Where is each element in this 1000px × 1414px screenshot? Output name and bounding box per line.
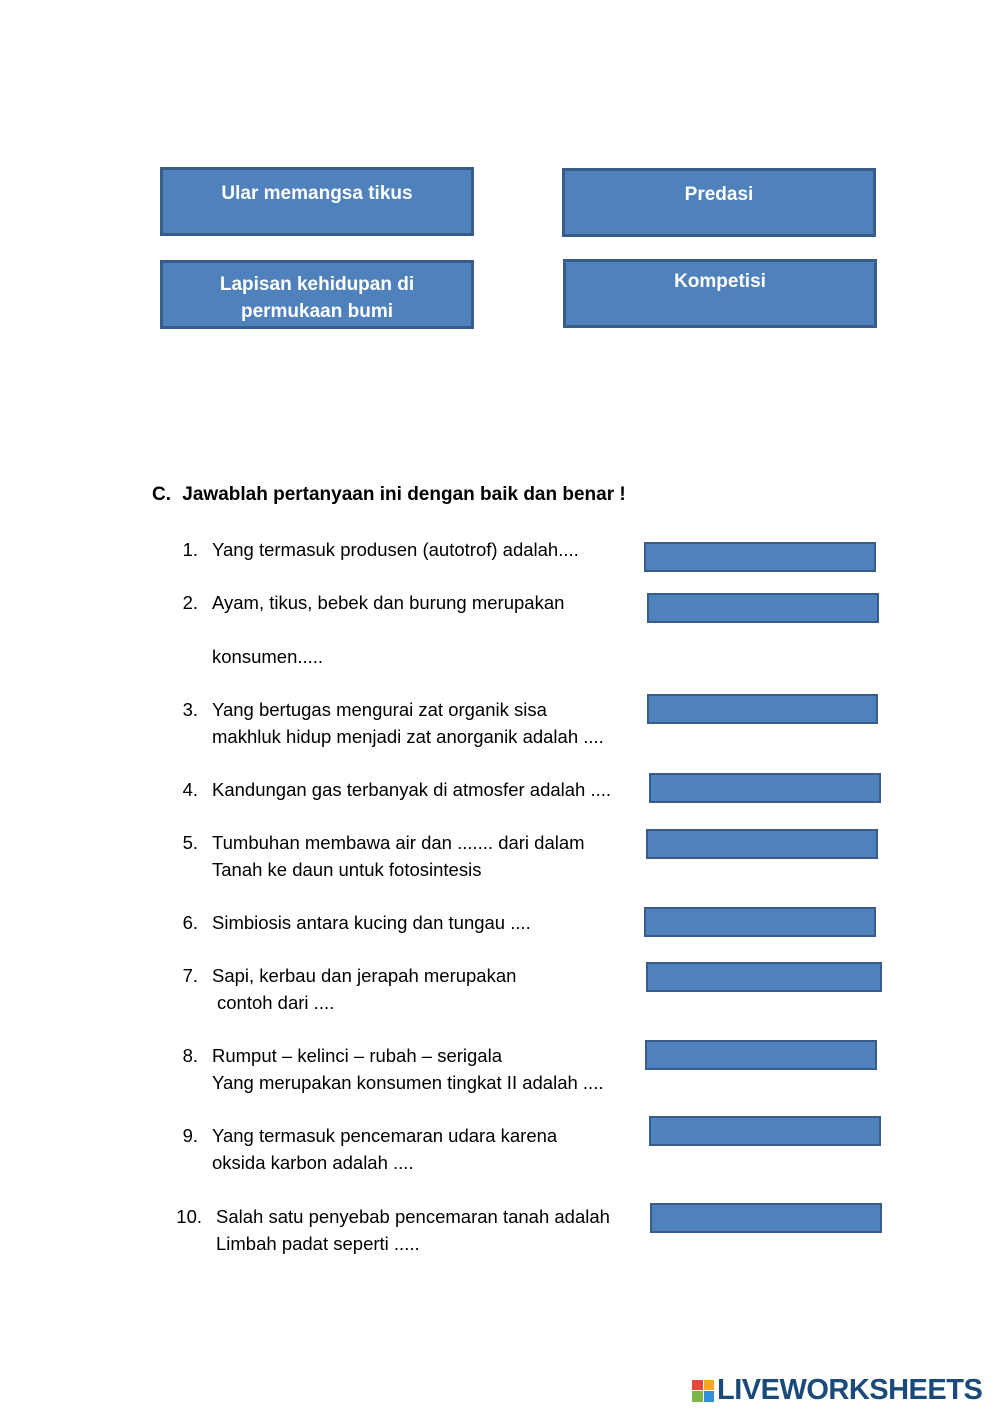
question-text-cont: Tanah ke daun untuk fotosintesis xyxy=(212,859,482,880)
question-text: Salah satu penyebab pencemaran tanah adalah xyxy=(216,1206,610,1227)
question-text-cont: makhluk hidup menjadi zat anorganik adalah .... xyxy=(212,726,604,747)
section-letter: C. xyxy=(152,484,171,505)
answer-field-10[interactable] xyxy=(650,1203,882,1233)
match-box-kompetisi[interactable] xyxy=(563,259,877,328)
match-box-lapisan-kehidupan[interactable] xyxy=(160,260,474,329)
answer-field-5[interactable] xyxy=(646,829,878,859)
liveworksheets-logo xyxy=(692,1374,982,1407)
question-text-cont: contoh dari .... xyxy=(217,992,335,1013)
question-text: Simbiosis antara kucing dan tungau .... xyxy=(212,912,531,933)
brand-name: LIVEWORKSHEETS xyxy=(717,1374,983,1406)
question-number: 7. xyxy=(182,965,198,986)
question-number: 5. xyxy=(182,832,198,853)
answer-field-4[interactable] xyxy=(649,773,881,803)
match-box-label: Lapisan kehidupan di permukaan bumi xyxy=(219,274,415,322)
question-number: 2. xyxy=(182,592,198,613)
answer-field-1[interactable] xyxy=(644,542,876,572)
question-text: Rumput – kelinci – rubah – serigala xyxy=(212,1045,502,1066)
match-box-label: Predasi xyxy=(684,184,754,205)
question-number: 4. xyxy=(182,779,198,800)
question-number: 1. xyxy=(182,539,198,560)
question-number: 9. xyxy=(182,1125,198,1146)
match-box-label: Ular memangsa tikus xyxy=(221,183,413,204)
question-number: 10. xyxy=(176,1206,202,1227)
section-title: Jawablah pertanyaan ini dengan baik dan benar ! xyxy=(182,484,626,505)
question-number: 8. xyxy=(182,1045,198,1066)
answer-field-3[interactable] xyxy=(647,694,878,724)
question-text-cont: konsumen..... xyxy=(212,646,324,667)
answer-field-6[interactable] xyxy=(644,907,876,937)
question-text: Yang termasuk pencemaran udara karena xyxy=(212,1125,558,1146)
match-box-label: Kompetisi xyxy=(674,271,766,292)
question-text: Yang termasuk produsen (autotrof) adalah.... xyxy=(212,539,579,560)
question-number: 3. xyxy=(182,699,198,720)
question-text: Tumbuhan membawa air dan ....... dari dalam xyxy=(212,832,585,853)
question-text-cont: Yang merupakan konsumen tingkat II adalah .... xyxy=(212,1072,604,1093)
question-number: 6. xyxy=(182,912,198,933)
question-text: Sapi, kerbau dan jerapah merupakan xyxy=(212,965,517,986)
question-text: Ayam, tikus, bebek dan burung merupakan xyxy=(212,592,565,613)
question-text-cont: Limbah padat seperti ..... xyxy=(216,1233,420,1254)
match-box-predasi[interactable] xyxy=(562,168,876,237)
answer-field-7[interactable] xyxy=(646,962,882,992)
question-text-cont: oksida karbon adalah .... xyxy=(212,1152,414,1173)
liveworksheets-logo-icon xyxy=(692,1380,714,1402)
section-heading xyxy=(152,484,626,506)
answer-field-9[interactable] xyxy=(649,1116,881,1146)
answer-field-2[interactable] xyxy=(647,593,879,623)
answer-field-8[interactable] xyxy=(645,1040,877,1070)
match-box-ular-memangsa-tikus[interactable] xyxy=(160,167,474,236)
question-text: Yang bertugas mengurai zat organik sisa xyxy=(212,699,547,720)
question-text: Kandungan gas terbanyak di atmosfer adalah .... xyxy=(212,779,612,800)
